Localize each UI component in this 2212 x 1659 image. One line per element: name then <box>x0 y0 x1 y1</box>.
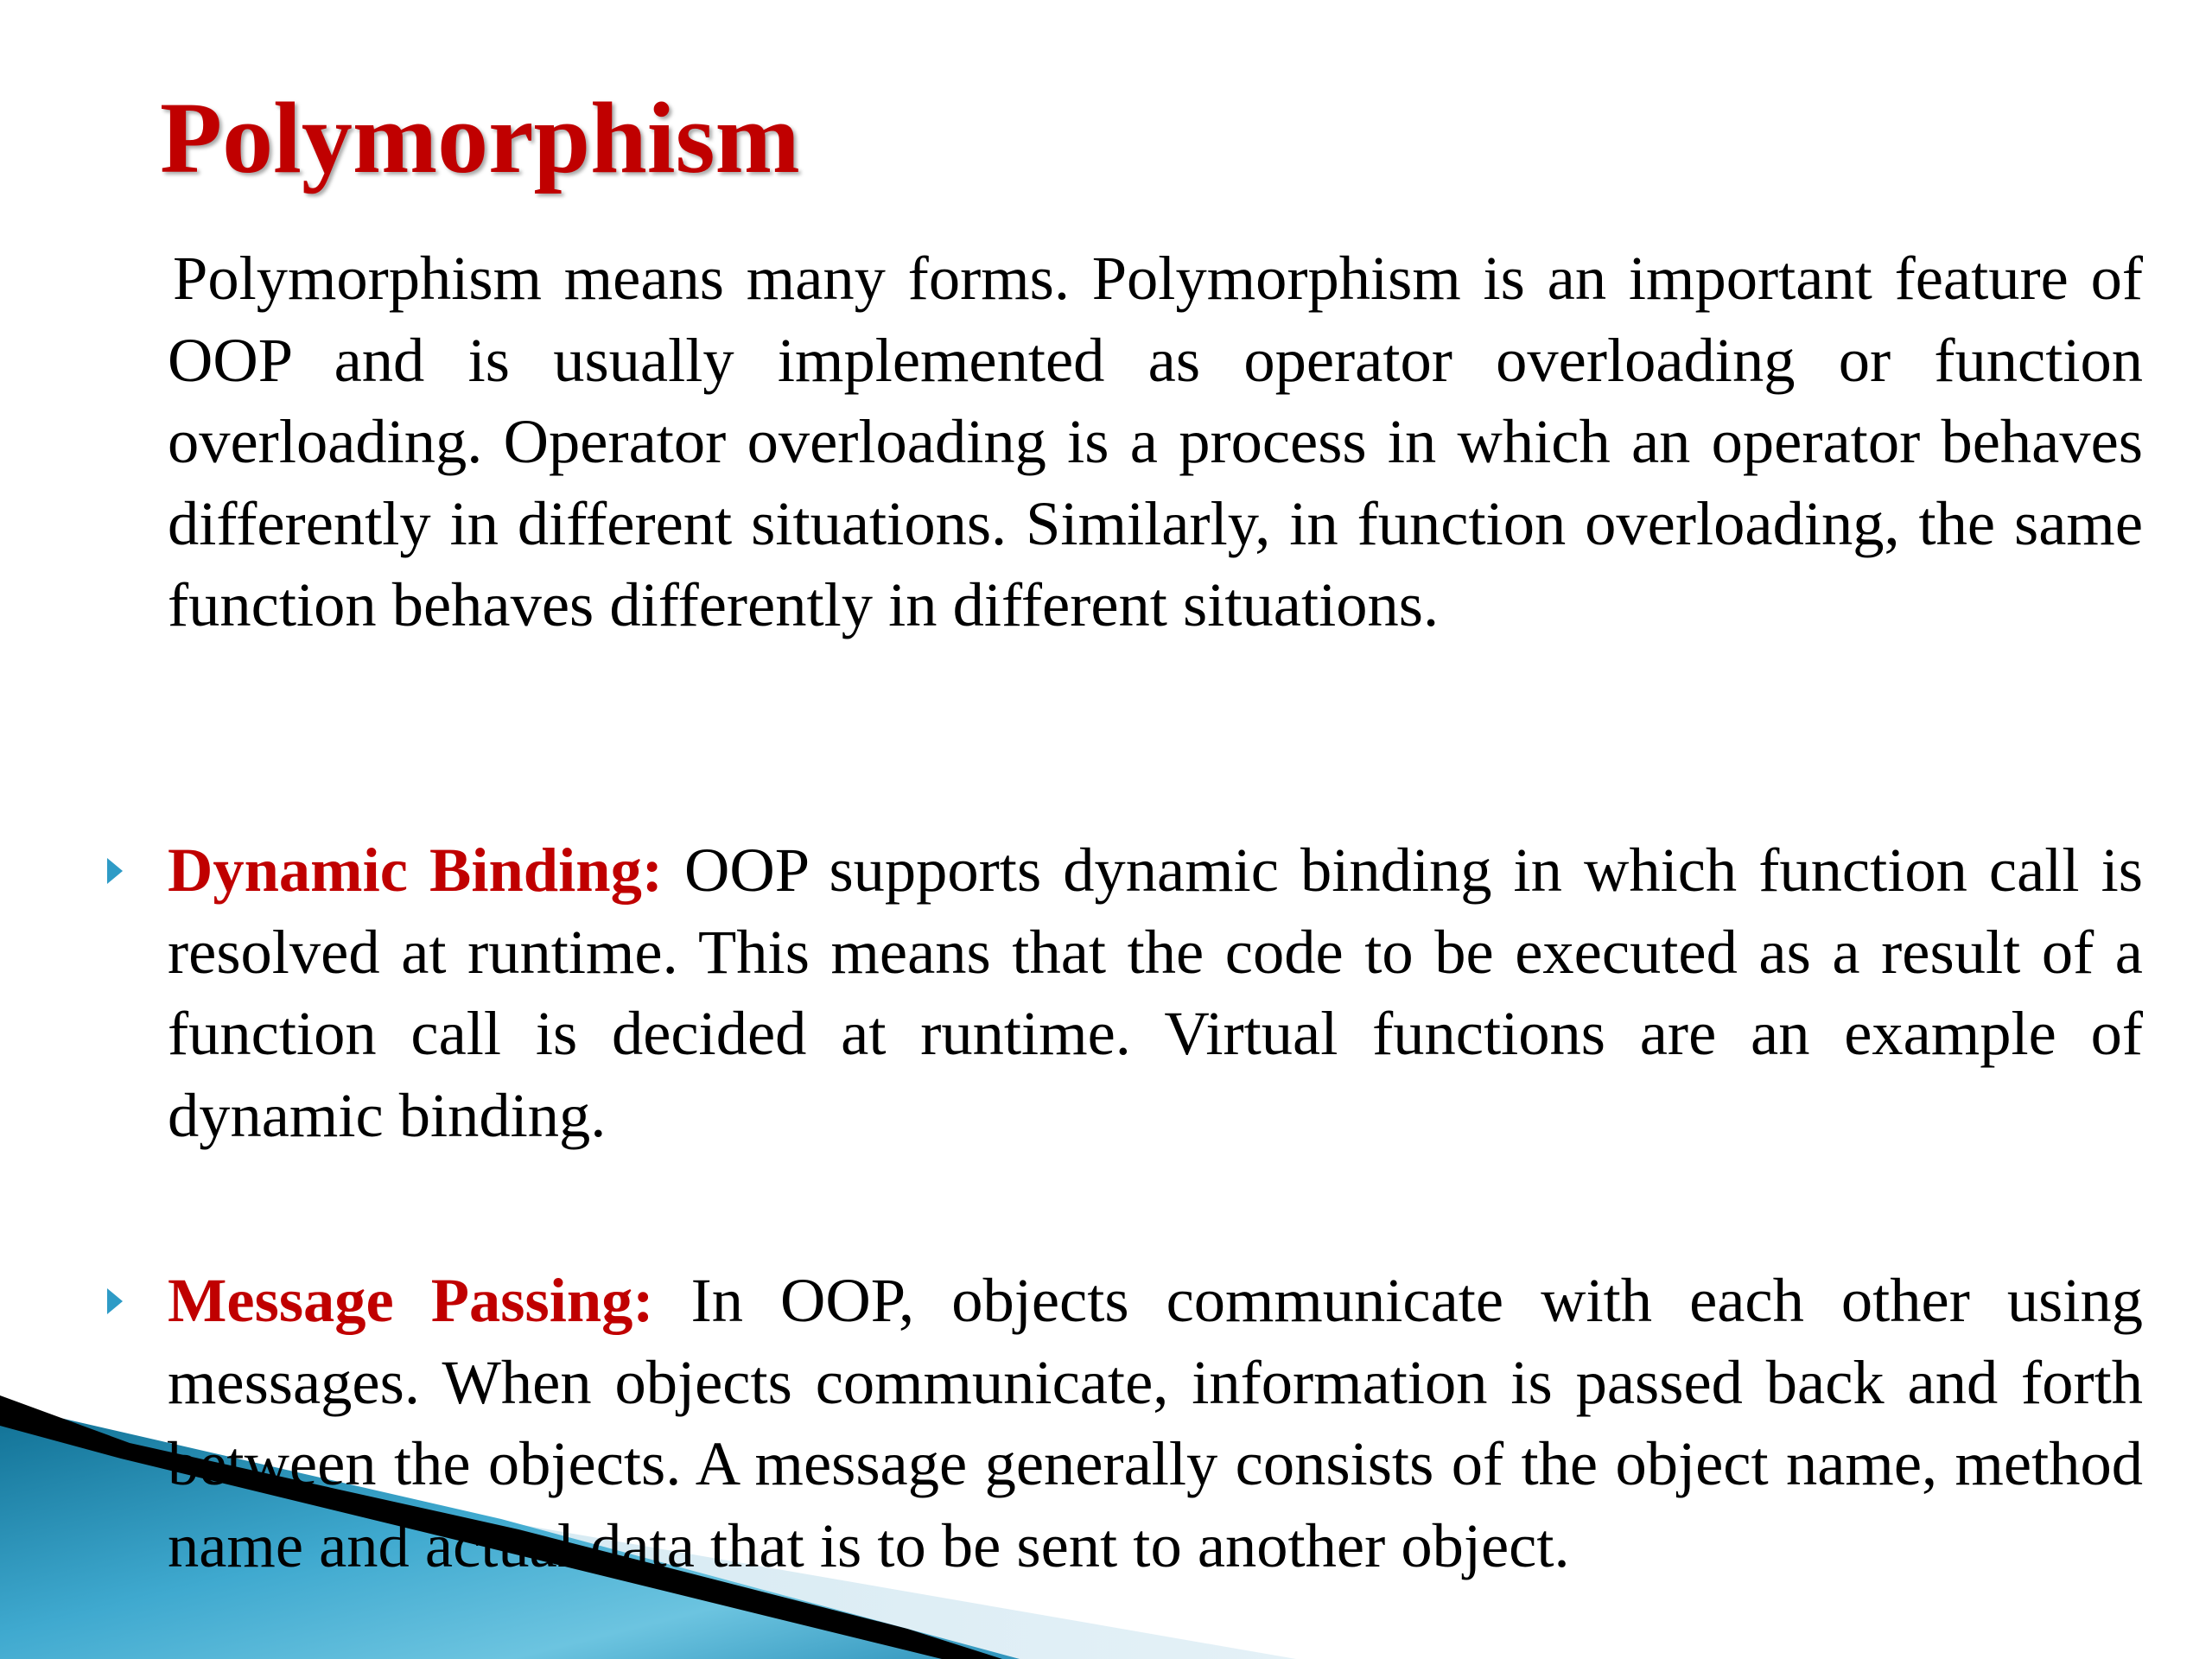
bullet-message-passing <box>168 1260 2143 1586</box>
triangle-right-icon <box>105 855 124 887</box>
slide-title: Polymorphism <box>160 81 800 194</box>
bullet-lead: Message Passing: <box>168 1265 654 1335</box>
bullet-lead: Dynamic Binding: <box>168 835 663 905</box>
triangle-right-icon <box>105 1286 124 1317</box>
bullet-text: OOP supports dynamic binding in which function call is resolved at runtime. This means that the code to be executed as a result of a function call is decided at runtime. Virtual functions are an example of dynamic binding. <box>168 835 2143 1150</box>
bullet-text: In OOP, objects communicate with each other using messages. When objects communicate, information is passed back and forth between the objects. A message generally consists of the object name, method name and actual data that is to be sent to another object. <box>168 1265 2143 1580</box>
bullet-dynamic-binding <box>168 830 2143 1156</box>
intro-paragraph: Polymorphism means many forms. Polymorphism is an important feature of OOP and is usually implemented as operator overloading or function overloading. Operator overloading is a process in which an operator behaves differently in different situations. Similarly, in function overloading, the same function behaves differently in different situations. <box>168 243 2143 639</box>
